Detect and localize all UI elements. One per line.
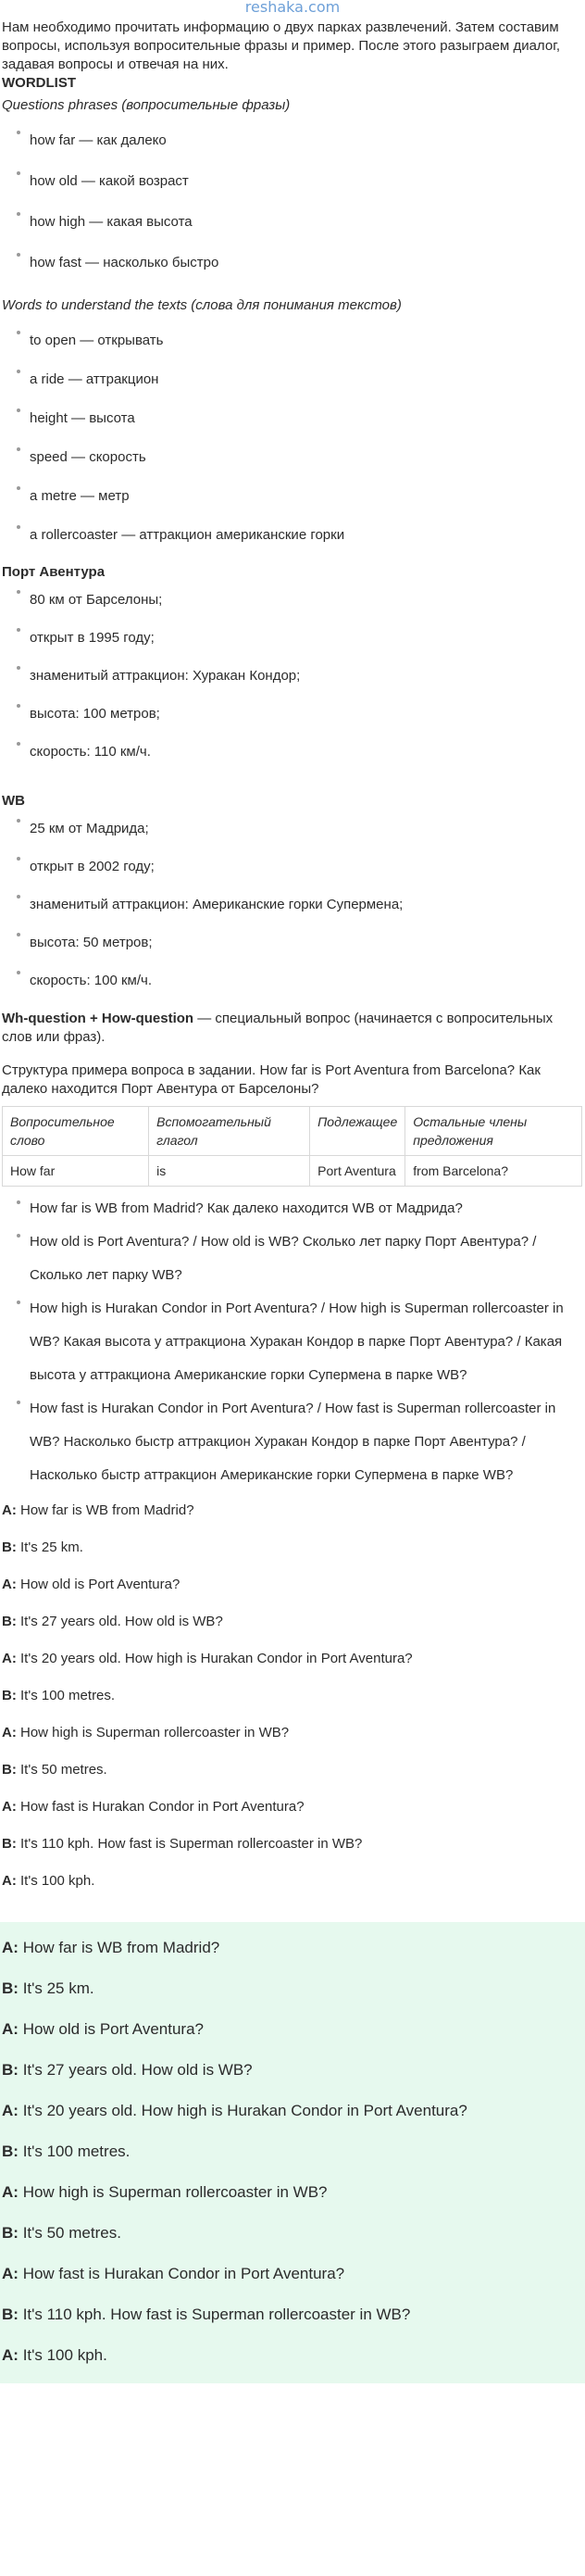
dialog-text: How fast is Hurakan Condor in Port Aventura? (20, 1799, 305, 1815)
list-item: 25 км от Мадрида; (13, 810, 585, 848)
dialog-text: How high is Superman rollercoaster in WB? (20, 1725, 290, 1740)
dialog-line (0, 2294, 585, 2335)
dialog-text: It's 100 kph. (20, 1873, 95, 1889)
port-aventura-title: Порт Авентура (2, 564, 106, 580)
dialog-line (0, 1603, 585, 1640)
list-item: how old — какой возраст (13, 163, 585, 204)
dialog-line (0, 1752, 585, 1789)
list-item: скорость: 110 км/ч. (13, 734, 585, 772)
dialog-text: How old is Port Aventura? (20, 1577, 180, 1592)
list-item: скорость: 100 км/ч. (13, 962, 585, 1000)
speaker-label: A: (2, 2183, 19, 2201)
dialog-line (0, 2335, 585, 2376)
dialog-line (0, 1492, 585, 1529)
dialog-text: How far is WB from Madrid? (22, 1939, 220, 1956)
dialog-text: It's 27 years old. How old is WB? (22, 2061, 253, 2079)
intro-text: Нам необходимо прочитать информацию о двух парках развлечений. Затем составим вопросы, используя вопросительные фразы и пример. После этого разыграем диалог, задавая вопросы и отвечая на них. (2, 19, 561, 72)
speaker-label: A: (2, 2020, 19, 2038)
speaker-label: B: (2, 2306, 19, 2323)
words-list (0, 322, 585, 556)
list-item: How high is Hurakan Condor in Port Aventura? / How high is Superman rollercoaster in WB? Какая высота у аттракциона Хуракан Кондор в парке Порт Авентура? / Какая высота у аттракциона Американские горки Супермена в парке WB? (13, 1292, 585, 1392)
speaker-label: B: (2, 2224, 19, 2242)
dialog-line (0, 1715, 585, 1752)
speaker-label: A: (2, 1502, 17, 1518)
speaker-label: A: (2, 1651, 17, 1666)
dialog-text: It's 100 metres. (20, 1688, 116, 1703)
dialog-line (0, 2091, 585, 2131)
questions-phrases-title: Questions phrases (вопросительные фразы) (2, 97, 291, 113)
list-item: высота: 100 метров; (13, 696, 585, 734)
structure-text: Структура примера вопроса в задании. How far is Port Aventura from Barcelona? Как далеко находится Порт Авентура от Барселоны? (2, 1062, 541, 1097)
definition-term: Wh-question + How-question (2, 1011, 194, 1026)
speaker-label: B: (2, 1614, 17, 1629)
speaker-label: A: (2, 1577, 17, 1592)
dialog-line (0, 1826, 585, 1863)
speaker-label: A: (2, 2102, 19, 2119)
dialog-line (0, 2254, 585, 2294)
table-cell: How far (3, 1156, 149, 1187)
table-header: Подлежащее (310, 1107, 405, 1156)
list-item: открыт в 1995 году; (13, 620, 585, 658)
dialog-text: It's 25 km. (22, 1979, 94, 1997)
list-item: height — высота (13, 400, 585, 439)
dialog-text: It's 25 km. (20, 1539, 83, 1555)
questions-list (0, 1192, 585, 1492)
dialog-text: How old is Port Aventura? (22, 2020, 204, 2038)
speaker-label: A: (2, 2265, 19, 2282)
dialog-line (0, 2172, 585, 2213)
table-header: Остальные члены предложения (405, 1107, 582, 1156)
list-item: how fast — насколько быстро (13, 245, 585, 285)
table-header-row (3, 1107, 582, 1156)
speaker-label: B: (2, 1836, 17, 1852)
list-item: to open — открывать (13, 322, 585, 361)
dialog-line (0, 1566, 585, 1603)
speaker-label: B: (2, 1688, 17, 1703)
speaker-label: B: (2, 2142, 19, 2160)
dialog-text: It's 27 years old. How old is WB? (20, 1614, 223, 1629)
dialog-text: It's 20 years old. How high is Hurakan Condor in Port Aventura? (22, 2102, 467, 2119)
dialog-highlighted (0, 1922, 585, 2383)
speaker-label: A: (2, 2346, 19, 2364)
speaker-label: B: (2, 1979, 19, 1997)
dialog-text: It's 110 kph. How fast is Superman rollercoaster in WB? (22, 2306, 411, 2323)
list-item: speed — скорость (13, 439, 585, 478)
list-item: a rollercoaster — аттракцион американские горки (13, 517, 585, 556)
speaker-label: A: (2, 1873, 17, 1889)
speaker-label: A: (2, 1939, 19, 1956)
dialog-line (0, 2009, 585, 2050)
dialog-line (0, 1640, 585, 1678)
dialog-text: It's 100 metres. (22, 2142, 131, 2160)
dialog-line (0, 1789, 585, 1826)
dialog-line (0, 2131, 585, 2172)
list-item: знаменитый аттракцион: Хуракан Кондор; (13, 658, 585, 696)
dialog-line (0, 1968, 585, 2009)
dialog-text: It's 110 kph. How fast is Superman rollercoaster in WB? (20, 1836, 363, 1852)
dialog-text: It's 50 metres. (22, 2224, 121, 2242)
dialog-text: It's 20 years old. How high is Hurakan Condor in Port Aventura? (20, 1651, 413, 1666)
dialog-text: How fast is Hurakan Condor in Port Aventura? (22, 2265, 345, 2282)
list-item: How old is Port Aventura? / How old is WB? Сколько лет парку Порт Авентура? / Сколько лет парку WB? (13, 1225, 585, 1292)
dialog-line (0, 1529, 585, 1566)
list-item: How far is WB from Madrid? Как далеко находится WB от Мадрида? (13, 1192, 585, 1225)
dialog-line (0, 1863, 585, 1900)
dialog-line (0, 1928, 585, 1968)
list-item: высота: 50 метров; (13, 924, 585, 962)
dialog-text: It's 100 kph. (22, 2346, 107, 2364)
port-aventura-facts (0, 582, 585, 772)
list-item: how high — какая высота (13, 204, 585, 245)
list-item: знаменитый аттракцион: Американские горки Супермена; (13, 886, 585, 924)
wb-title: WB (2, 793, 25, 809)
wb-facts (0, 810, 585, 1000)
dialog-line (0, 1678, 585, 1715)
table-header: Вопросительное слово (3, 1107, 149, 1156)
table-header: Вспомогательный глагол (149, 1107, 310, 1156)
dialog-line (0, 2050, 585, 2091)
wordlist-title: WORDLIST (2, 75, 76, 91)
speaker-label: B: (2, 2061, 19, 2079)
speaker-label: B: (2, 1539, 17, 1555)
list-item: a ride — аттракцион (13, 361, 585, 400)
definition (2, 1010, 583, 1047)
speaker-label: A: (2, 1799, 17, 1815)
dialog-line (0, 2213, 585, 2254)
list-item: открыт в 2002 году; (13, 848, 585, 886)
list-item: How fast is Hurakan Condor in Port Aventura? / How fast is Superman rollercoaster in WB? Насколько быстр аттракцион Хуракан Кондор в парке Порт Авентура? /Насколько быстр аттракцион Американские горки Супермена в парке WB? (13, 1392, 585, 1492)
list-item: 80 км от Барселоны; (13, 582, 585, 620)
definition-text: — специальный вопрос (начинается с вопросительных слов или фраз). (2, 1011, 554, 1045)
dialog-text: It's 50 metres. (20, 1762, 107, 1778)
speaker-label: B: (2, 1762, 17, 1778)
table-cell: Port Aventura (310, 1156, 405, 1187)
table-row (3, 1156, 582, 1187)
speaker-label: A: (2, 1725, 17, 1740)
table-cell: is (149, 1156, 310, 1187)
words-title: Words to understand the texts (слова для понимания текстов) (2, 297, 402, 313)
list-item: a metre — метр (13, 478, 585, 517)
dialog-text: How high is Superman rollercoaster in WB? (22, 2183, 328, 2201)
site-logo[interactable]: reshaka.com (244, 0, 341, 16)
list-item: how far — как далеко (13, 122, 585, 163)
structure-table (2, 1106, 582, 1187)
table-cell: from Barcelona? (405, 1156, 582, 1187)
dialog-draft (0, 1492, 585, 1900)
dialog-text: How far is WB from Madrid? (20, 1502, 194, 1518)
questions-phrases-list (0, 122, 585, 285)
